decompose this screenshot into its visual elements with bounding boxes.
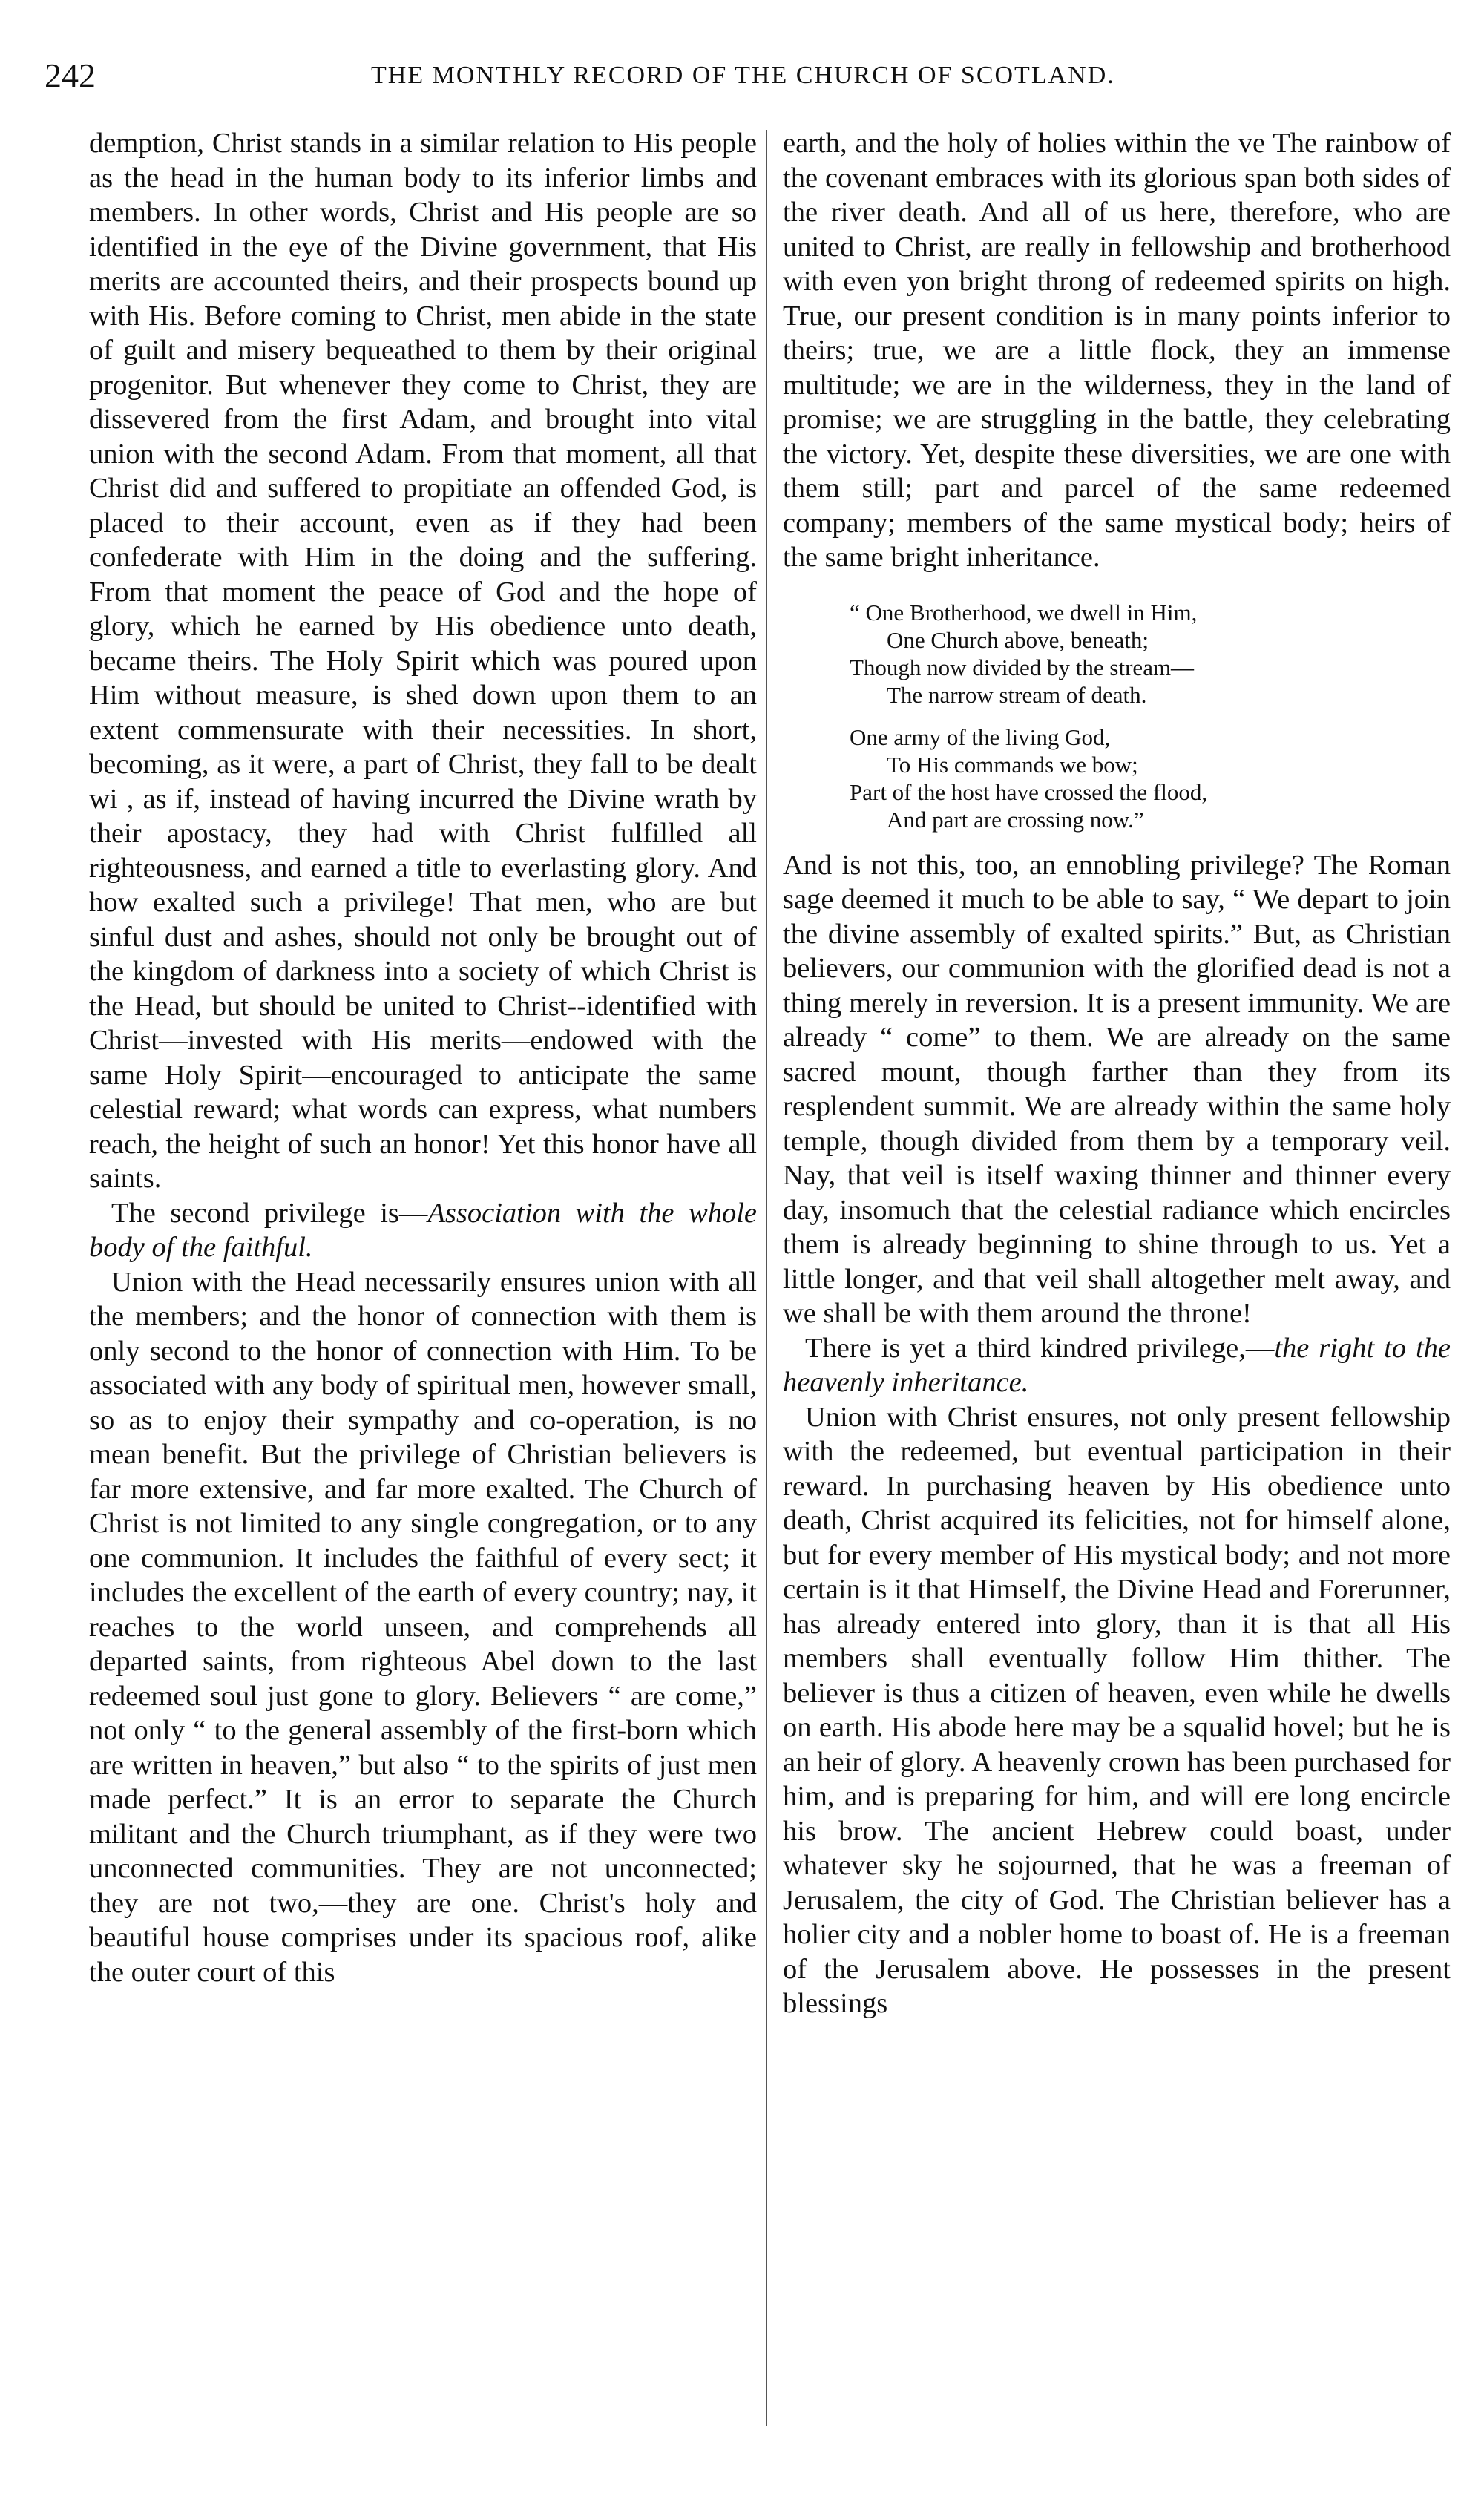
poem-line: To His commands we bow; <box>887 751 1138 778</box>
paragraph: Union with Christ ensures, not only present fellowship with the redeemed, but eventual participation in their reward. In purchasing heaven by His obedience unto death, Christ acquired its felicities, not for himself alone, but for every member of His mystical body; and not more certain is it that Himself, the Divine Head and Forerunner, has already entered into glory, than it is that all His members shall eventually follow Him thither. The believer is thus a citizen of heaven, even while he dwells on earth. His abode here may be a squalid hovel; but he is an heir of glory. A heavenly crown has been purchased for him, and is preparing for him, and will ere long encircle his brow. The ancient Hebrew could boast, under whatever sky he sojourned, that he was a freeman of Jerusalem, the city of God. The Christian believer has a holier city and a nobler home to boast of. He is a freeman of the Jerusalem above. He possesses in the present blessings <box>783 1401 1451 2019</box>
heading-italic: Association with the whole body of the faithful. <box>89 1197 758 1263</box>
column-divider <box>766 130 767 2426</box>
poem-line: One army of the living God, <box>850 723 1111 750</box>
heading-lead: The second privilege is— <box>111 1197 428 1229</box>
page-header <box>45 53 1261 98</box>
poem-line: And part are crossing now.” <box>887 806 1144 833</box>
poem-stanza <box>783 723 1451 833</box>
poem-line: Though now divided by the stream— <box>850 654 1195 680</box>
poem-line: Part of the host have crossed the flood, <box>850 778 1208 805</box>
poem <box>783 599 1451 833</box>
poem-line: The narrow stream of death. <box>887 681 1147 708</box>
poem-line: “ One Brotherhood, we dwell in Him, <box>850 599 1198 626</box>
poem-line: One Church above, beneath; <box>887 626 1149 653</box>
paragraph: demption, Christ stands in a similar relation to His people as the head in the human body to its inferior limbs and members. In other words, Christ and His people are so identified in the eye of the Divine government, that His merits are accounted theirs, and their prospects bound up with His. Before coming to Christ, men abide in the state of guilt and misery bequeathed to them by their original progenitor. But whenever they come to Christ, they are dissevered from the first Adam, and brought into vital union with the second Adam. From that moment, all that Christ did and suffered to propitiate an offended God, is placed to their account, even as if they had been confederate with Him in the doing and the suffering. From that moment the peace of God and the hope of glory, which he earned by His obedience unto death, became theirs. The Holy Spirit which was poured upon Him without measure, is shed down upon them to an extent commensurate with their necessities. In short, becoming, as it were, a part of Christ, they fall to be dealt wi , as if, instead of having incurred the Divine wrath by their apostacy, they had with Christ fulfilled all righteousness, and earned a title to everlasting glory. And how exalted such a privilege! That men, who are but sinful dust and ashes, should not only be brought out of the kingdom of darkness into a society of which Christ is the Head, but should be united to Christ--identified with Christ—invested with His merits—endowed with the same Holy Spirit—encouraged to anticipate the same celestial reward; what words can express, what numbers reach, the height of such an honor! Yet this honor have all saints. <box>89 128 757 1194</box>
left-column <box>89 126 757 1989</box>
poem-stanza <box>783 599 1451 709</box>
paragraph: Union with the Head necessarily ensures union with all the members; and the honor of connection with them is only second to the honor of connection with Him. To be associated with any body of spiritual men, however small, so as to enjoy their sympathy and co-operation, is no mean benefit. But the privilege of Christian believers is far more extensive, and far more exalted. The Church of Christ is not limited to any single congregation, or to any one communion. It includes the faithful of every sect; it includes the excellent of the earth of every country; nay, it reaches to the world unseen, and comprehends all departed saints, from righteous Abel down to the last redeemed soul just gone to glory. Believers “ are come,” not only “ to the general assembly of the first-born which are written in heaven,” but also “ to the spirits of just men made perfect.” It is an error to separate the Church militant and the Church triumphant, as if they were two unconnected communities. They are not unconnected; they are not two,—they are one. Christ's holy and beautiful house comprises under its spacious roof, alike the outer court of this <box>89 1266 757 1988</box>
heading-italic: the right to the heavenly inheritance. <box>783 1332 1451 1398</box>
section-heading-paragraph <box>89 1196 757 1265</box>
section-heading-paragraph <box>783 1331 1451 1400</box>
heading-lead: There is yet a third kindred privilege,— <box>805 1332 1275 1364</box>
paragraph: And is not this, too, an ennobling privilege? The Roman sage deemed it much to be able to say, “ We depart to join the divine assembly of exalted spirits.” But, as Christian believers, our communion with the glorified dead is not a thing merely in reversion. It is a present immunity. We are already “ come” to them. We are already on the same sacred mount, though farther than they from its resplendent summit. We are already within the same holy temple, though divided from them by a temporary veil. Nay, that veil is itself waxing thinner and thinner every day, insomuch that the celestial radiance which encircles them is already beginning to shine through to us. Yet a little longer, and that veil shall altogether melt away, and we shall be with them around the throne! <box>783 849 1451 1329</box>
running-head: THE MONTHLY RECORD OF THE CHURCH OF SCOTLAND. <box>371 62 1115 89</box>
paragraph: earth, and the holy of holies within the ve The rainbow of the covenant embraces with its glorious span both sides of the river death. And all of us here, therefore, who are united to Christ, are really in fellowship and brotherhood with even yon bright throng of redeemed spirits on high. True, our present condition is in many points inferior to theirs; true, we are a little flock, they an immense multitude; we are in the wilderness, they in the land of promise; we are struggling in the battle, they celebrating the victory. Yet, despite these diversities, we are one with them still; part and parcel of the same redeemed company; members of the same mystical body; heirs of the same bright inheritance. <box>783 128 1451 573</box>
right-column <box>783 126 1451 2021</box>
page-number: 242 <box>45 56 96 94</box>
